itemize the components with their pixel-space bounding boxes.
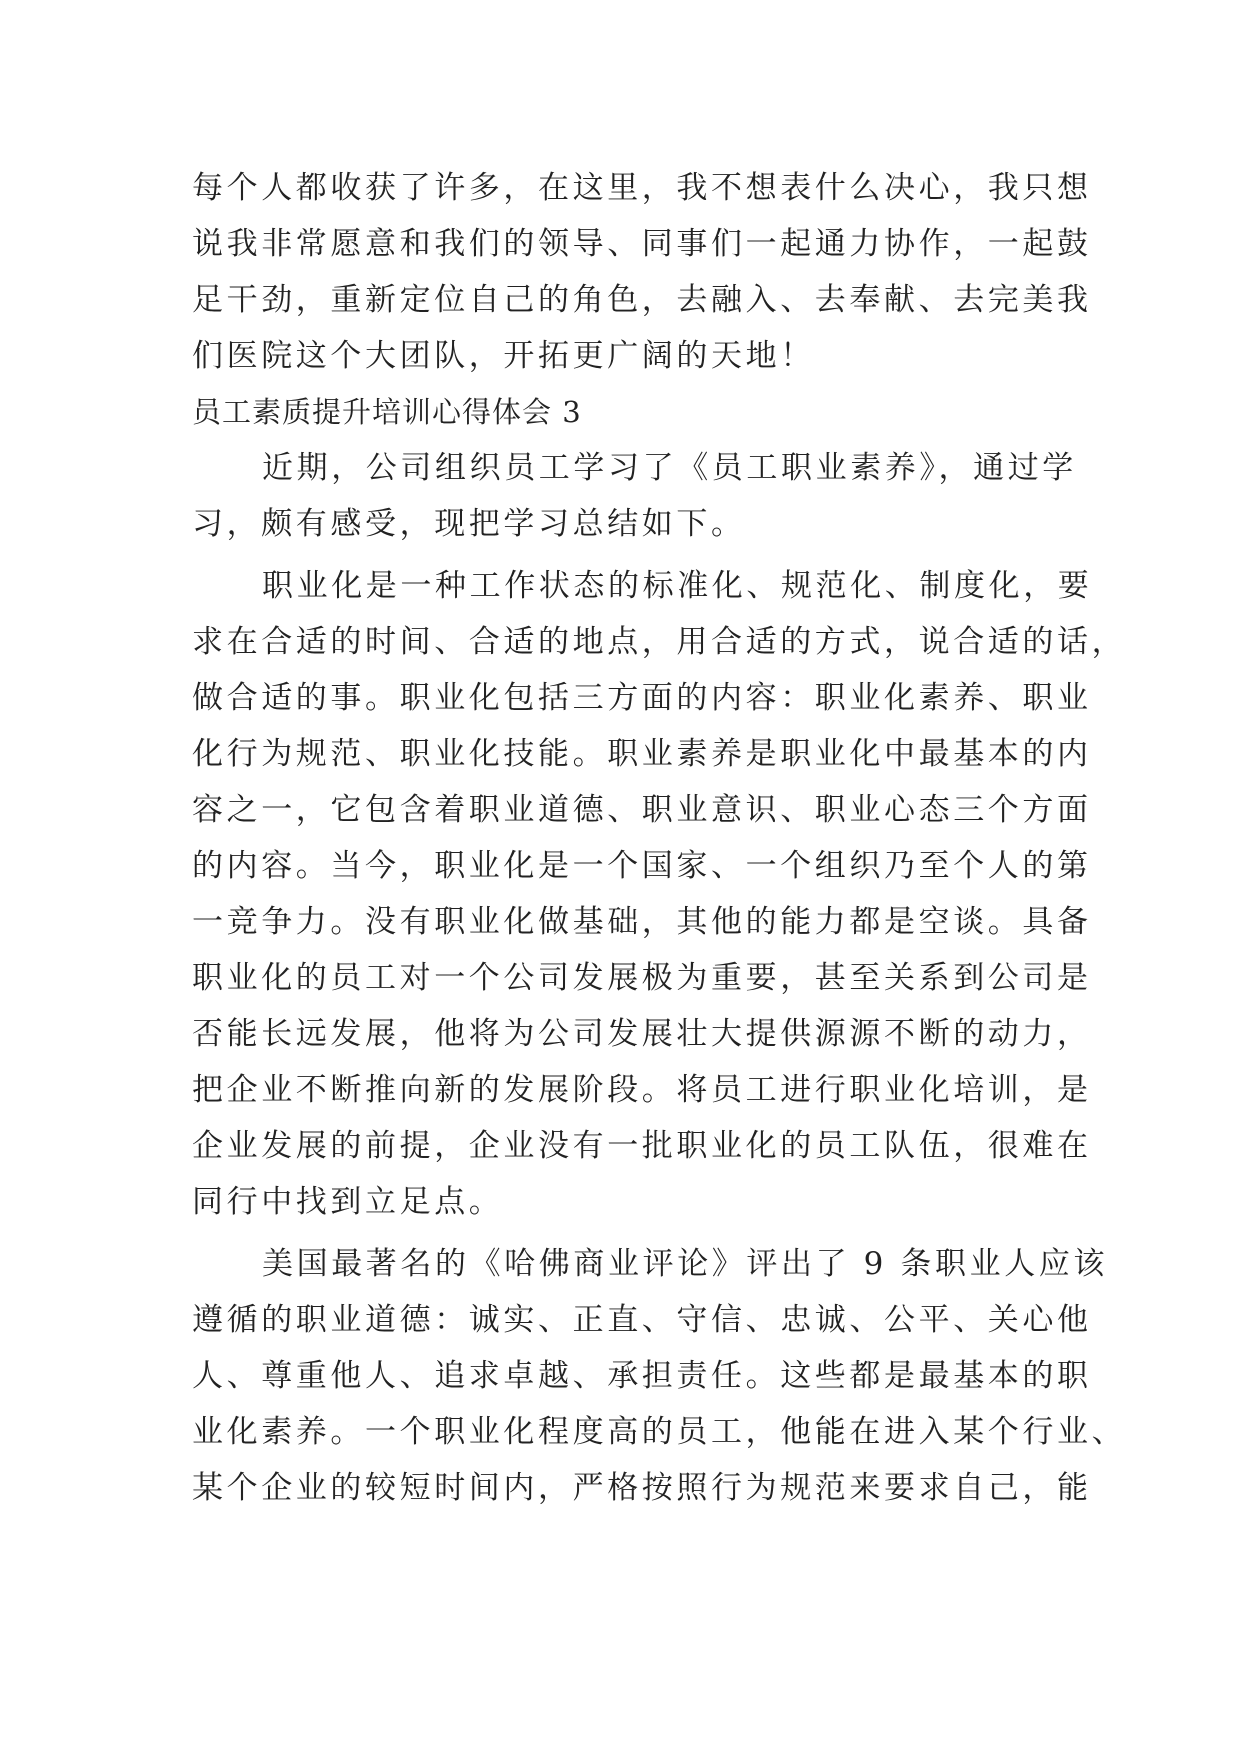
paragraph-line: 们医院这个大团队，开拓更广阔的天地！	[192, 338, 815, 374]
paragraph-line: 的内容。当今，职业化是一个国家、一个组织乃至个人的第	[192, 848, 1092, 884]
paragraph-line: 企业发展的前提，企业没有一批职业化的员工队伍，很难在	[192, 1128, 1092, 1164]
paragraph-line: 容之一，它包含着职业道德、职业意识、职业心态三个方面	[192, 792, 1092, 828]
paragraph-3	[192, 1236, 1127, 1516]
paragraph-line: 遵循的职业道德：诚实、正直、守信、忠诚、公平、关心他	[192, 1302, 1092, 1338]
paragraph-line: 一竞争力。没有职业化做基础，其他的能力都是空谈。具备	[192, 904, 1092, 940]
paragraph-line: 把企业不断推向新的发展阶段。将员工进行职业化培训，是	[192, 1072, 1092, 1108]
paragraph-line: 业化素养。一个职业化程度高的员工，他能在进入某个行业、	[192, 1414, 1127, 1450]
paragraph-line: 同行中找到立足点。	[192, 1184, 504, 1220]
paragraph-line: 否能长远发展，他将为公司发展壮大提供源源不断的动力，	[192, 1016, 1092, 1052]
paragraph-line: 习，颇有感受，现把学习总结如下。	[192, 506, 746, 542]
paragraph-line: 每个人都收获了许多，在这里，我不想表什么决心，我只想	[192, 170, 1092, 206]
paragraph-line: 求在合适的时间、合适的地点，用合适的方式，说合适的话，	[192, 624, 1127, 660]
section-title: 员工素质提升培训心得体会 3	[192, 395, 582, 429]
paragraph-line: 化行为规范、职业化技能。职业素养是职业化中最基本的内	[192, 736, 1092, 772]
paragraph-line: 职业化是一种工作状态的标准化、规范化、制度化，要	[262, 568, 1093, 604]
paragraph-line: 人、尊重他人、追求卓越、承担责任。这些都是最基本的职	[192, 1358, 1092, 1394]
paragraph-line: 说我非常愿意和我们的领导、同事们一起通力协作，一起鼓	[192, 226, 1092, 262]
document-body	[192, 160, 1127, 1516]
paragraph-line: 近期，公司组织员工学习了《员工职业素养》，通过学	[262, 450, 1077, 486]
paragraph-line: 足干劲，重新定位自己的角色，去融入、去奉献、去完美我	[192, 282, 1092, 318]
paragraph-line: 美国最著名的《哈佛商业评论》评出了 9 条职业人应该	[262, 1246, 1109, 1282]
paragraph-line: 职业化的员工对一个公司发展极为重要，甚至关系到公司是	[192, 960, 1092, 996]
paragraph-2	[192, 558, 1127, 1230]
paragraph-line: 某个企业的较短时间内，严格按照行为规范来要求自己，能	[192, 1470, 1092, 1506]
paragraph-line: 做合适的事。职业化包括三方面的内容：职业化素养、职业	[192, 680, 1092, 716]
paragraph-1	[192, 440, 1077, 552]
intro-paragraph	[192, 160, 1092, 384]
